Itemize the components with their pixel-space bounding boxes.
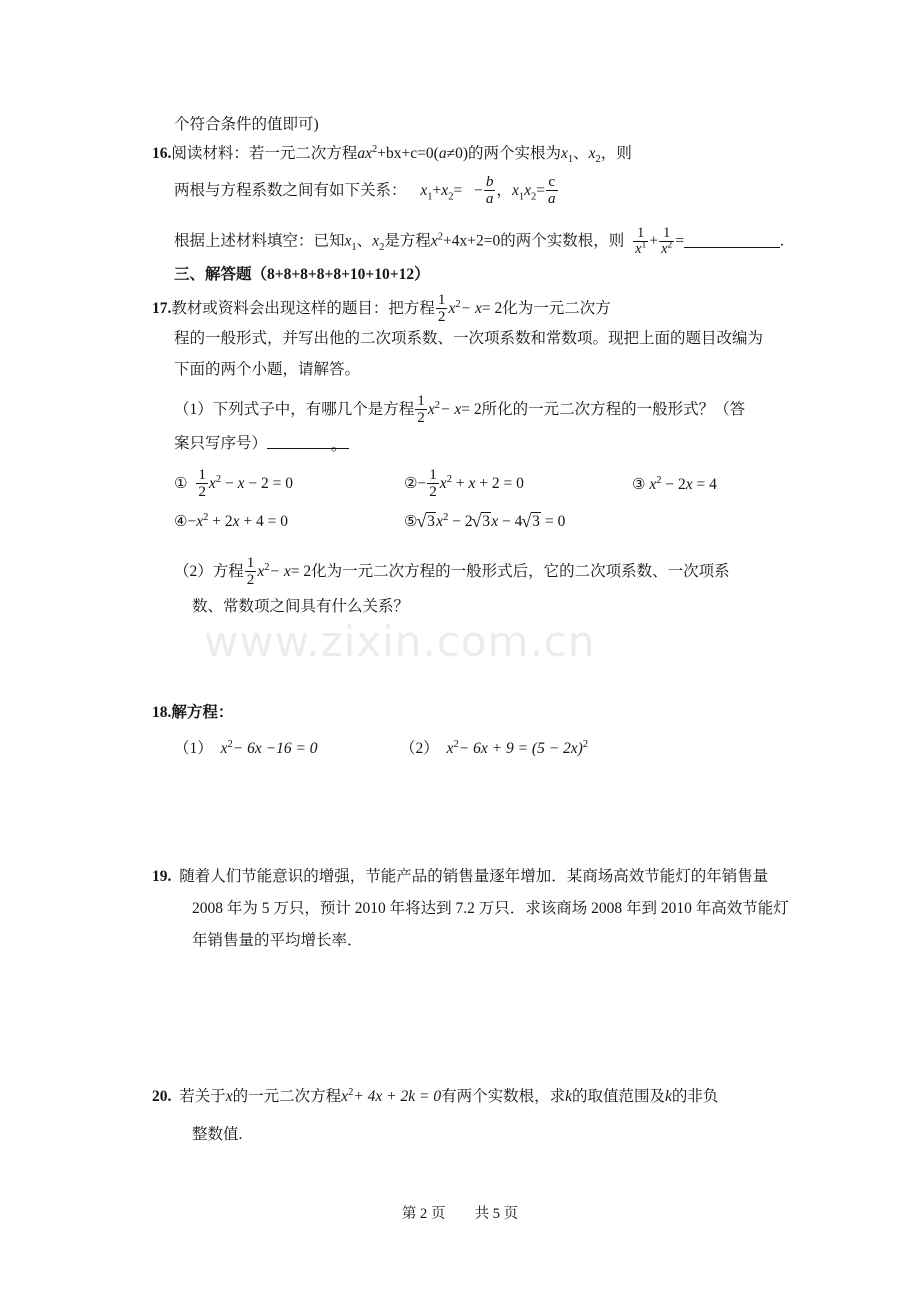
q19-line3-text: 年销售量的平均增长率． — [192, 932, 363, 949]
q16-root2-sub: 2 — [595, 154, 601, 166]
option-2-body: x — [439, 475, 447, 493]
vieta-fraction-c-over-a — [546, 174, 558, 207]
footer-total-pages: 5 — [492, 1206, 500, 1222]
footer-page-number: 2 — [420, 1206, 428, 1222]
q17-sub2-expr-sup: 2 — [264, 562, 270, 574]
question-17-sub1-line-1 — [152, 393, 874, 426]
option-5-marker: ⑤ — [404, 512, 418, 530]
question-20-number: 20. — [152, 1088, 172, 1105]
target-plus: + — [649, 232, 659, 250]
vieta-num-b: b — [485, 173, 494, 190]
q16-root2: x — [588, 145, 596, 162]
q17-sub2-expr-eq: = 2 — [290, 563, 312, 581]
question-20-line-1 — [152, 1084, 852, 1109]
q16-line3-mid: 是方程 — [384, 232, 431, 250]
q17-sub2-expr-minus-x: − x — [269, 563, 291, 581]
q16-eq-c: ≠0)的两个实根为 — [446, 145, 561, 162]
question-18-parts — [152, 736, 852, 766]
target-den-x1: $x^1$ — [635, 239, 647, 258]
q18-part1-rest: − 6x −16 = 0 — [232, 740, 318, 757]
q20-tail2: 的取值范围及 — [572, 1088, 666, 1105]
q17-sub1-expr-x: x — [427, 401, 435, 419]
question-18-part-2 — [400, 736, 588, 758]
q17-line3-text: 下面的两个小题，请解答。 — [174, 361, 361, 378]
option-1-body: x — [208, 475, 216, 493]
question-17-options-row-1 — [152, 467, 852, 507]
option-5-body: x — [436, 513, 444, 530]
q17-sub2-frac-den: 2 — [246, 571, 255, 589]
question-16-fill-line — [152, 226, 874, 257]
q16-line3-sep: 、 — [356, 232, 373, 250]
q18-part1-label: （1） — [174, 740, 213, 757]
vieta-sum-x1: x — [420, 182, 428, 200]
vieta-prod-eq: = — [536, 182, 545, 200]
option-5-radical-2: √ 3 — [473, 512, 491, 531]
target-num-1: 1 — [633, 226, 648, 242]
q17-sub1-line2-lead: 案只写序号） — [174, 435, 268, 452]
option-2-marker: ② — [404, 474, 418, 493]
footer-page-prefix: 第 — [401, 1206, 417, 1222]
q17-sub1-lead: 下列式子中，有哪几个是方程 — [212, 401, 415, 419]
target-num-2: 1 — [659, 226, 674, 242]
q20-var-k1: k — [565, 1088, 572, 1105]
option-4-marker: ④ — [174, 512, 188, 530]
q17-expr-x: x — [448, 300, 456, 318]
vieta-den-a: a — [485, 190, 494, 208]
q17-sub1-expr-sup: 2 — [434, 400, 441, 412]
vieta-comma: ， — [496, 182, 512, 200]
vieta-minus: − — [474, 182, 483, 200]
question-17-line-2 — [152, 326, 874, 351]
question-20-line-2 — [152, 1122, 892, 1147]
question-19-number: 19. — [152, 868, 172, 885]
q20-var-k2: k — [665, 1088, 672, 1105]
question-19-line-1 — [152, 864, 852, 889]
q18-part2-x: x — [446, 740, 454, 757]
question-18-part-1 — [174, 736, 318, 758]
option-5-radical-1: √ 3 — [417, 512, 435, 531]
q17-expr-eq: = 2 — [481, 300, 503, 318]
q19-line2-text: 2008 年为 5 万只，预计 2010 年将达到 7.2 万只．求该商场 2008 年到 2010 年高效节能灯 — [192, 900, 789, 917]
question-17-line-1 — [152, 292, 852, 325]
option-4-body: x — [196, 513, 204, 530]
q16-lead-end: ，则 — [600, 145, 632, 162]
q16-line3-x2-sub: 2 — [379, 241, 385, 253]
vieta-prod-x2-sub: 2 — [530, 191, 537, 203]
q17-sub2-tail: 化为一元二次方程的一般形式后，它的二次项系数、一次项系 — [311, 563, 730, 581]
target-fraction-1-over-x2 — [659, 226, 674, 257]
q18-part2-sup2: 2 — [582, 738, 589, 750]
q20-line2-text: 整数值. — [192, 1126, 243, 1143]
q17-sub1-tail: 所化的一元二次方程的一般形式？（答 — [481, 401, 746, 419]
target-eq: = — [675, 232, 684, 250]
q17-sub1-frac-num: 1 — [417, 392, 425, 409]
target-period: . — [779, 232, 784, 250]
question-17-sub2-line-2 — [152, 594, 892, 619]
footer-total-prefix: 共 — [474, 1206, 490, 1222]
q17-sub2-line2-text: 数、常数项之间具有什么关系？ — [192, 598, 410, 615]
q17-frac-num: 1 — [437, 291, 446, 308]
q16-line3-x2: x — [372, 232, 380, 250]
option-3: ③ $x^2 - 2x = 4$ — [632, 474, 717, 493]
question-16-line-1 — [152, 141, 852, 166]
q16-line3-x1: x — [344, 232, 352, 250]
target-den-x2: $x^2$ — [661, 239, 673, 258]
vieta-plus: + — [432, 182, 442, 200]
q16-eq-a-italic: a — [438, 145, 447, 162]
vieta-prod-x1-sub: 1 — [518, 191, 525, 203]
q20-mid: 的一元二次方程 — [232, 1088, 342, 1105]
option-3-marker: ③ — [632, 475, 646, 493]
q16-eq-sup: 2 — [372, 143, 378, 155]
q20-lead: 若关于 — [179, 1088, 226, 1105]
answer-blank-q16[interactable] — [684, 232, 780, 248]
option-2-fraction: $\frac{1}{2}$ — [429, 466, 437, 501]
q16-line3-eq-sup: 2 — [437, 231, 444, 243]
q17-sub1-label: （1） — [174, 401, 213, 419]
vieta-sum-eq: = — [453, 182, 463, 200]
carryover-line — [152, 112, 874, 137]
q20-tail1: 有两个实数根，求 — [441, 1088, 566, 1105]
q16-line3-lead: 根据上述材料填空：已知 — [174, 232, 345, 250]
question-19-line-2 — [152, 896, 892, 921]
vieta-sum-x1-sub: 1 — [427, 191, 433, 203]
watermark: www.zixin.com.cn — [204, 617, 596, 666]
vieta-fraction-b-over-a — [484, 174, 496, 207]
q16-eq-b: +bx+c=0( — [377, 145, 439, 162]
question-18-number: 18. — [152, 704, 172, 721]
q18-part1-sup: 2 — [227, 738, 233, 750]
q16-eq-a: ax — [357, 145, 373, 162]
q18-part1-x: x — [220, 740, 228, 757]
q17-expr-minus-x: − x — [460, 300, 482, 318]
question-17-options-row-2 — [152, 512, 852, 552]
question-17-number: 17. — [152, 300, 172, 318]
vieta-num-c: c — [546, 174, 558, 191]
option-1-marker: ① — [174, 474, 188, 493]
q20-eq-x: x — [341, 1088, 349, 1105]
q18-part2-label: （2） — [400, 740, 439, 757]
question-18-title — [152, 700, 852, 725]
q17-sub2-lead: 方程 — [212, 563, 244, 581]
q17-line2-text: 程的一般形式，并写出他的二次项系数、一次项系数和常数项。现把上面的题目改编为 — [174, 330, 764, 347]
footer-total-suffix: 页 — [503, 1206, 519, 1222]
question-19-line-3 — [152, 928, 892, 953]
question-16-lead: 阅读材料：若一元二次方程 — [171, 145, 358, 162]
option-1-fraction: $\frac{1}{2}$ — [198, 466, 206, 501]
vieta-prod-x1: x — [511, 182, 519, 200]
q20-eq-rest: + 4x + 2k = 0 — [353, 1088, 442, 1105]
q17-sub1-line2-end: 。 — [331, 436, 347, 454]
q17-sub1-expr-eq: = 2 — [461, 401, 482, 419]
q18-part2-sup: 2 — [453, 738, 459, 750]
q18-part2-mid: − 6x + 9 = (5 − 2x) — [458, 740, 583, 757]
vieta-prod-x2: x — [524, 182, 531, 200]
page-footer — [0, 1202, 920, 1223]
question-17-line-3 — [152, 357, 874, 382]
section-3-heading-text: 三、解答题（8+8+8+8+8+10+10+12） — [174, 266, 430, 283]
option-5-radical-3: √ 3 — [522, 512, 540, 531]
vieta-sum-x2-sub: 2 — [448, 191, 454, 203]
option-5: ⑤ √ $3x^2 - 2$ √ 3x − 4 √ 3 = 0 — [404, 512, 565, 531]
option-2: ②− $\frac{1}{2}$ $x^2 + x + 2 = 0$ — [404, 466, 524, 501]
q17-sub1-frac-den: 2 — [417, 409, 425, 427]
question-18-title-text: 解方程： — [171, 704, 234, 721]
q16-line3-eq-rest: +4x+2=0 — [443, 232, 501, 250]
q17-line1-tail: 化为一元二次方 — [502, 300, 611, 318]
q16-root1: x — [560, 145, 568, 162]
target-fraction-1-over-x1 — [633, 226, 648, 257]
question-16-number: 16. — [152, 145, 172, 162]
footer-page-suffix: 页 — [430, 1206, 446, 1222]
q17-sub1-expr-minus-x: − x — [440, 401, 462, 419]
q17-sub2-fraction-half — [245, 555, 257, 588]
q20-eq-sup: 2 — [348, 1086, 354, 1098]
option-3-body: x — [649, 476, 657, 493]
question-17-sub2-line-1 — [152, 555, 874, 588]
option-4: $④-x^2 + 2x + 4 = 0$ — [174, 511, 288, 530]
q16-line3-eq-x: x — [430, 232, 438, 250]
vieta-den-a2: a — [548, 190, 556, 208]
question-16-vieta-line — [152, 174, 874, 207]
q17-sub2-label: （2） — [174, 563, 213, 581]
q17-sub1-fraction-half — [415, 393, 427, 426]
q20-var-x: x — [225, 1088, 233, 1105]
q17-frac-den: 2 — [437, 308, 446, 326]
vieta-sum-x2: x — [441, 182, 449, 200]
q17-sub2-frac-num: 1 — [246, 554, 255, 571]
answer-blank-q17-sub1[interactable] — [267, 433, 349, 454]
q16-line3-tail: 的两个实数根，则 — [500, 232, 625, 250]
q16-root-sep: 、 — [573, 145, 589, 162]
q17-fraction-half — [436, 292, 448, 325]
q16-line2-lead: 两根与方程系数之间有如下关系： — [174, 182, 407, 200]
q16-root1-sub: 1 — [567, 154, 574, 166]
q20-tail3: 的非负 — [671, 1088, 719, 1105]
q17-line1-lead: 教材或资料会出现这样的题目：把方程 — [171, 300, 435, 318]
question-17-sub1-line-2 — [152, 431, 874, 456]
q17-sub2-expr-x: x — [257, 563, 265, 581]
section-3-heading — [152, 262, 874, 287]
q17-expr-sup: 2 — [455, 299, 461, 311]
option-1: ① $\frac{1}{2}$ $x^2 - x - 2 = 0$ — [174, 466, 293, 501]
carryover-text: 个符合条件的值即可) — [174, 116, 319, 133]
q16-line3-x1-sub: 1 — [351, 241, 357, 253]
q19-line1-text: 随着人们节能意识的增强，节能产品的销售量逐年增加．某商场高效节能灯的年销售量 — [179, 868, 769, 885]
